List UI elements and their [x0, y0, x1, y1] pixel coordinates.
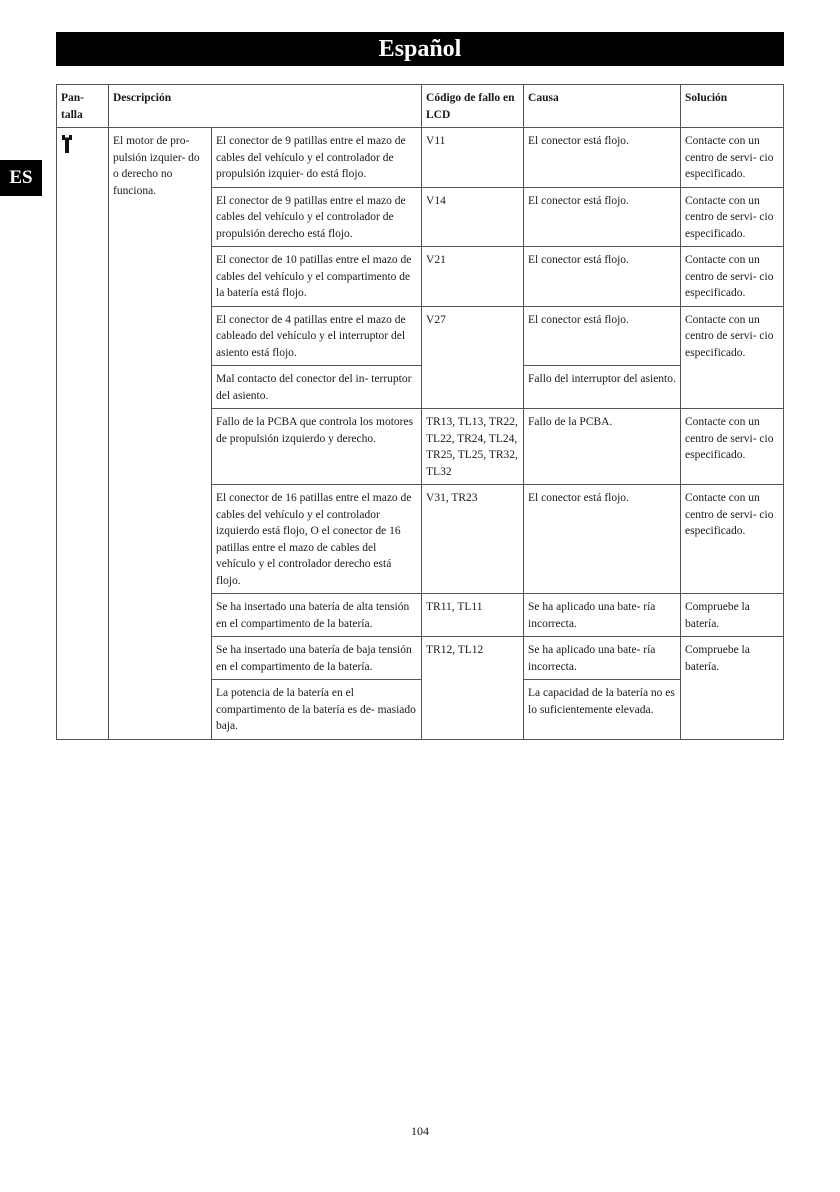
fault-table: [56, 84, 784, 740]
cause-cell: El conector está flojo.: [524, 247, 681, 307]
detail-cell: El conector de 9 patillas entre el mazo de cables del vehículo y el controlador de propulsión izquier- do está flojo.: [212, 128, 422, 188]
header-description: Descripción: [109, 85, 422, 128]
cause-cell: El conector está flojo.: [524, 485, 681, 594]
detail-cell: Se ha insertado una batería de baja tensión en el compartimento de la batería.: [212, 637, 422, 680]
language-tab: ES: [0, 160, 42, 196]
header-code: Código de fallo en LCD: [422, 85, 524, 128]
solution-cell: Compruebe la batería.: [681, 594, 784, 637]
cause-cell: El conector está flojo.: [524, 128, 681, 188]
solution-cell: Contacte con un centro de servi- cio especificado.: [681, 128, 784, 188]
detail-cell: El conector de 9 patillas entre el mazo de cables del vehículo y el controlador de propulsión derecho está flojo.: [212, 187, 422, 247]
cause-cell: Se ha aplicado una bate- ría incorrecta.: [524, 594, 681, 637]
solution-cell: Contacte con un centro de servi- cio especificado.: [681, 187, 784, 247]
solution-cell: Compruebe la batería.: [681, 637, 784, 740]
detail-cell: El conector de 4 patillas entre el mazo de cableado del vehículo y el interruptor del asiento está flojo.: [212, 306, 422, 366]
header-solution: Solución: [681, 85, 784, 128]
cause-cell: La capacidad de la batería no es lo suficientemente elevada.: [524, 680, 681, 740]
table-row: [57, 128, 784, 188]
cause-cell: Fallo del interruptor del asiento.: [524, 366, 681, 409]
page-title: Español: [56, 32, 784, 66]
detail-cell: La potencia de la batería en el compartimento de la batería es de- masiado baja.: [212, 680, 422, 740]
code-cell: V14: [422, 187, 524, 247]
code-cell: TR13, TL13, TR22, TL22, TR24, TL24, TR25, TL25, TR32, TL32: [422, 409, 524, 485]
wrench-icon: [61, 135, 73, 153]
code-cell: TR12, TL12: [422, 637, 524, 740]
detail-cell: Fallo de la PCBA que controla los motores de propulsión izquierdo y derecho.: [212, 409, 422, 485]
cause-cell: Fallo de la PCBA.: [524, 409, 681, 485]
cause-cell: El conector está flojo.: [524, 187, 681, 247]
cause-cell: Se ha aplicado una bate- ría incorrecta.: [524, 637, 681, 680]
solution-cell: Contacte con un centro de servi- cio especificado.: [681, 409, 784, 485]
solution-cell: Contacte con un centro de servi- cio especificado.: [681, 485, 784, 594]
screen-cell: [57, 128, 109, 740]
detail-cell: Se ha insertado una batería de alta tensión en el compartimento de la batería.: [212, 594, 422, 637]
table-header-row: [57, 85, 784, 128]
code-cell: TR11, TL11: [422, 594, 524, 637]
code-cell: V31, TR23: [422, 485, 524, 594]
code-cell: V11: [422, 128, 524, 188]
detail-cell: Mal contacto del conector del in- terruptor del asiento.: [212, 366, 422, 409]
page-number: 104: [411, 1124, 429, 1138]
code-cell: V21: [422, 247, 524, 307]
main-description: El motor de pro- pulsión izquier- do o derecho no funciona.: [109, 128, 212, 740]
detail-cell: El conector de 10 patillas entre el mazo de cables del vehículo y el compartimento de la batería está flojo.: [212, 247, 422, 307]
cause-cell: El conector está flojo.: [524, 306, 681, 366]
code-cell: V27: [422, 306, 524, 409]
detail-cell: El conector de 16 patillas entre el mazo de cables del vehículo y el controlador izquierdo está flojo, O el conector de 16 patillas entre el mazo de cables del vehículo y el controlador derecho está flojo.: [212, 485, 422, 594]
header-screen: Pan- talla: [57, 85, 109, 128]
header-cause: Causa: [524, 85, 681, 128]
solution-cell: Contacte con un centro de servi- cio especificado.: [681, 306, 784, 409]
solution-cell: Contacte con un centro de servi- cio especificado.: [681, 247, 784, 307]
